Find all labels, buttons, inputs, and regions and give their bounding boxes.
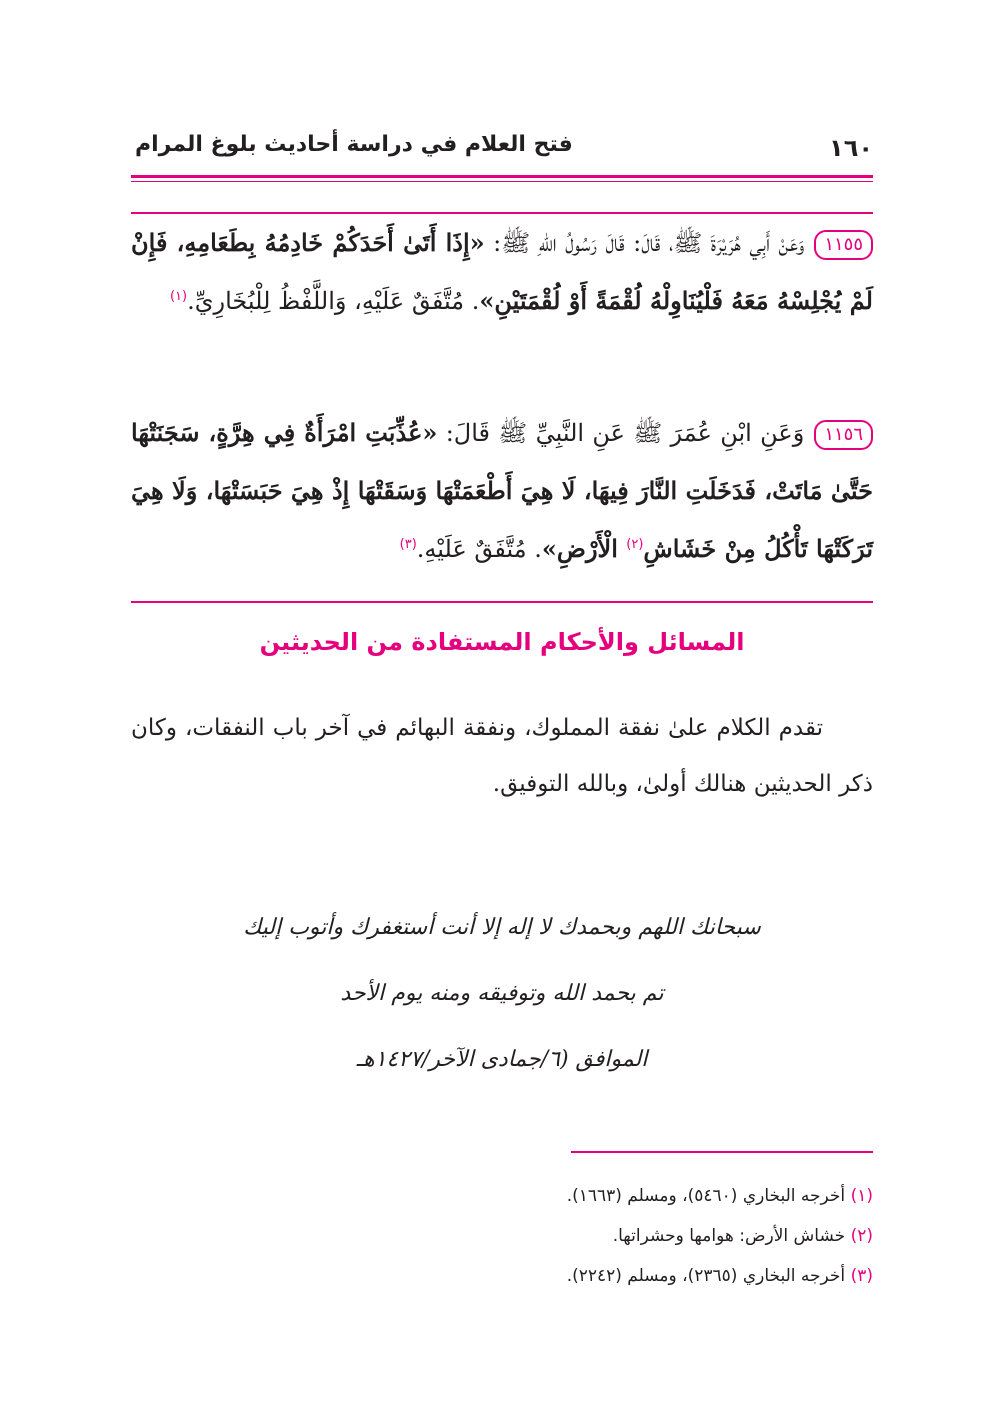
hadith-isnad: وَعَنِ ابْنِ عُمَرَ ﷺ عَنِ النَّبِيِّ ﷺ قَالَ:	[437, 419, 805, 447]
section-title: المسائل والأحكام المستفادة من الحديثين	[259, 628, 745, 656]
hadith-takhrij: . مُتَّفَقٌ عَلَيْهِ.	[416, 535, 542, 563]
footnote-text: خشاش الأرض: هوامها وحشراتها.	[612, 1226, 846, 1246]
header-rule-thick	[131, 175, 873, 178]
book-title: فتح العلام في دراسة أحاديث بلوغ المرام	[135, 132, 573, 157]
colophon-line-2: تم بحمد الله وتوفيقه ومنه يوم الأحد	[340, 981, 664, 1006]
handwritten-colophon	[131, 895, 873, 1093]
hadith-matn-end: الْأَرْضِ»	[541, 534, 627, 563]
hadith-1155	[131, 214, 873, 330]
footnote-text: أخرجه البخاري (٢٣٦٥)، ومسلم (٢٢٤٢).	[566, 1266, 846, 1286]
section-divider	[131, 601, 873, 603]
footnote-mark: (٣)	[850, 1266, 873, 1286]
hadith-isnad: وَعَنْ أَبِي هُرَيْرَةَ ﷺ، قَالَ: قَالَ رَسُولُ اللهِ ﷺ:	[484, 229, 805, 257]
header-rule-thin	[131, 181, 873, 182]
footnote-1	[131, 1176, 873, 1216]
footnote-ref: (١)	[169, 289, 188, 304]
hadith-1156	[131, 404, 873, 578]
footnote-ref: (٣)	[399, 537, 417, 552]
footnote-mark: (٢)	[850, 1226, 873, 1246]
hadith-matn: «عُذِّبَتِ امْرَأَةٌ فِي هِرَّةٍ، سَجَنَتْهَا حَتَّىٰ مَاتَتْ، فَدَخَلَتِ النَّارَ فِيهَا، لَا هِيَ أَطْعَمَتْهَا وَسَقَتْهَا إِذْ هِيَ حَبَسَتْهَا، وَلَا هِيَ تَرَكَتْهَا تَأْكُلُ مِنْ خَشَاشِ	[131, 418, 873, 563]
footnote-ref: (٢)	[626, 537, 644, 552]
footnote-2	[131, 1216, 873, 1256]
footnote-3	[131, 1256, 873, 1296]
footnotes	[131, 1176, 873, 1296]
page-header	[131, 130, 873, 170]
colophon-line-1: سبحانك اللهم وبحمدك لا إله إلا أنت أستغفرك وأتوب إليك	[243, 915, 761, 940]
hadith-number-badge: ١١٥٦	[814, 420, 873, 450]
body-text: تقدم الكلام علىٰ نفقة المملوك، ونفقة البهائم في آخر باب النفقات، وكان ذكر الحديثين هنالك أولىٰ، وبالله التوفيق.	[131, 715, 873, 797]
footnote-mark: (١)	[850, 1186, 873, 1206]
hadith-matn: «إِذَا أَتَىٰ أَحَدَكُمْ خَادِمُهُ بِطَعَامِهِ، فَإِنْ لَمْ يُجْلِسْهُ مَعَهُ فَلْيُنَاوِلْهُ لُقْمَةً أَوْ لُقْمَتَيْنِ»	[131, 228, 873, 315]
hadith-takhrij: . مُتَّفَقٌ عَلَيْهِ، وَاللَّفْظُ لِلْبُخَارِيِّ.	[187, 287, 480, 315]
footnote-separator	[571, 1151, 873, 1153]
colophon-line-3: الموافق (٦/جمادى الآخر/١٤٢٧هـ	[356, 1047, 648, 1072]
footnote-text: أخرجه البخاري (٥٤٦٠)، ومسلم (١٦٦٣).	[566, 1186, 846, 1206]
hadith-number-badge: ١١٥٥	[814, 230, 873, 260]
page-number: ١٦٠	[829, 134, 873, 162]
body-paragraph	[131, 700, 873, 812]
